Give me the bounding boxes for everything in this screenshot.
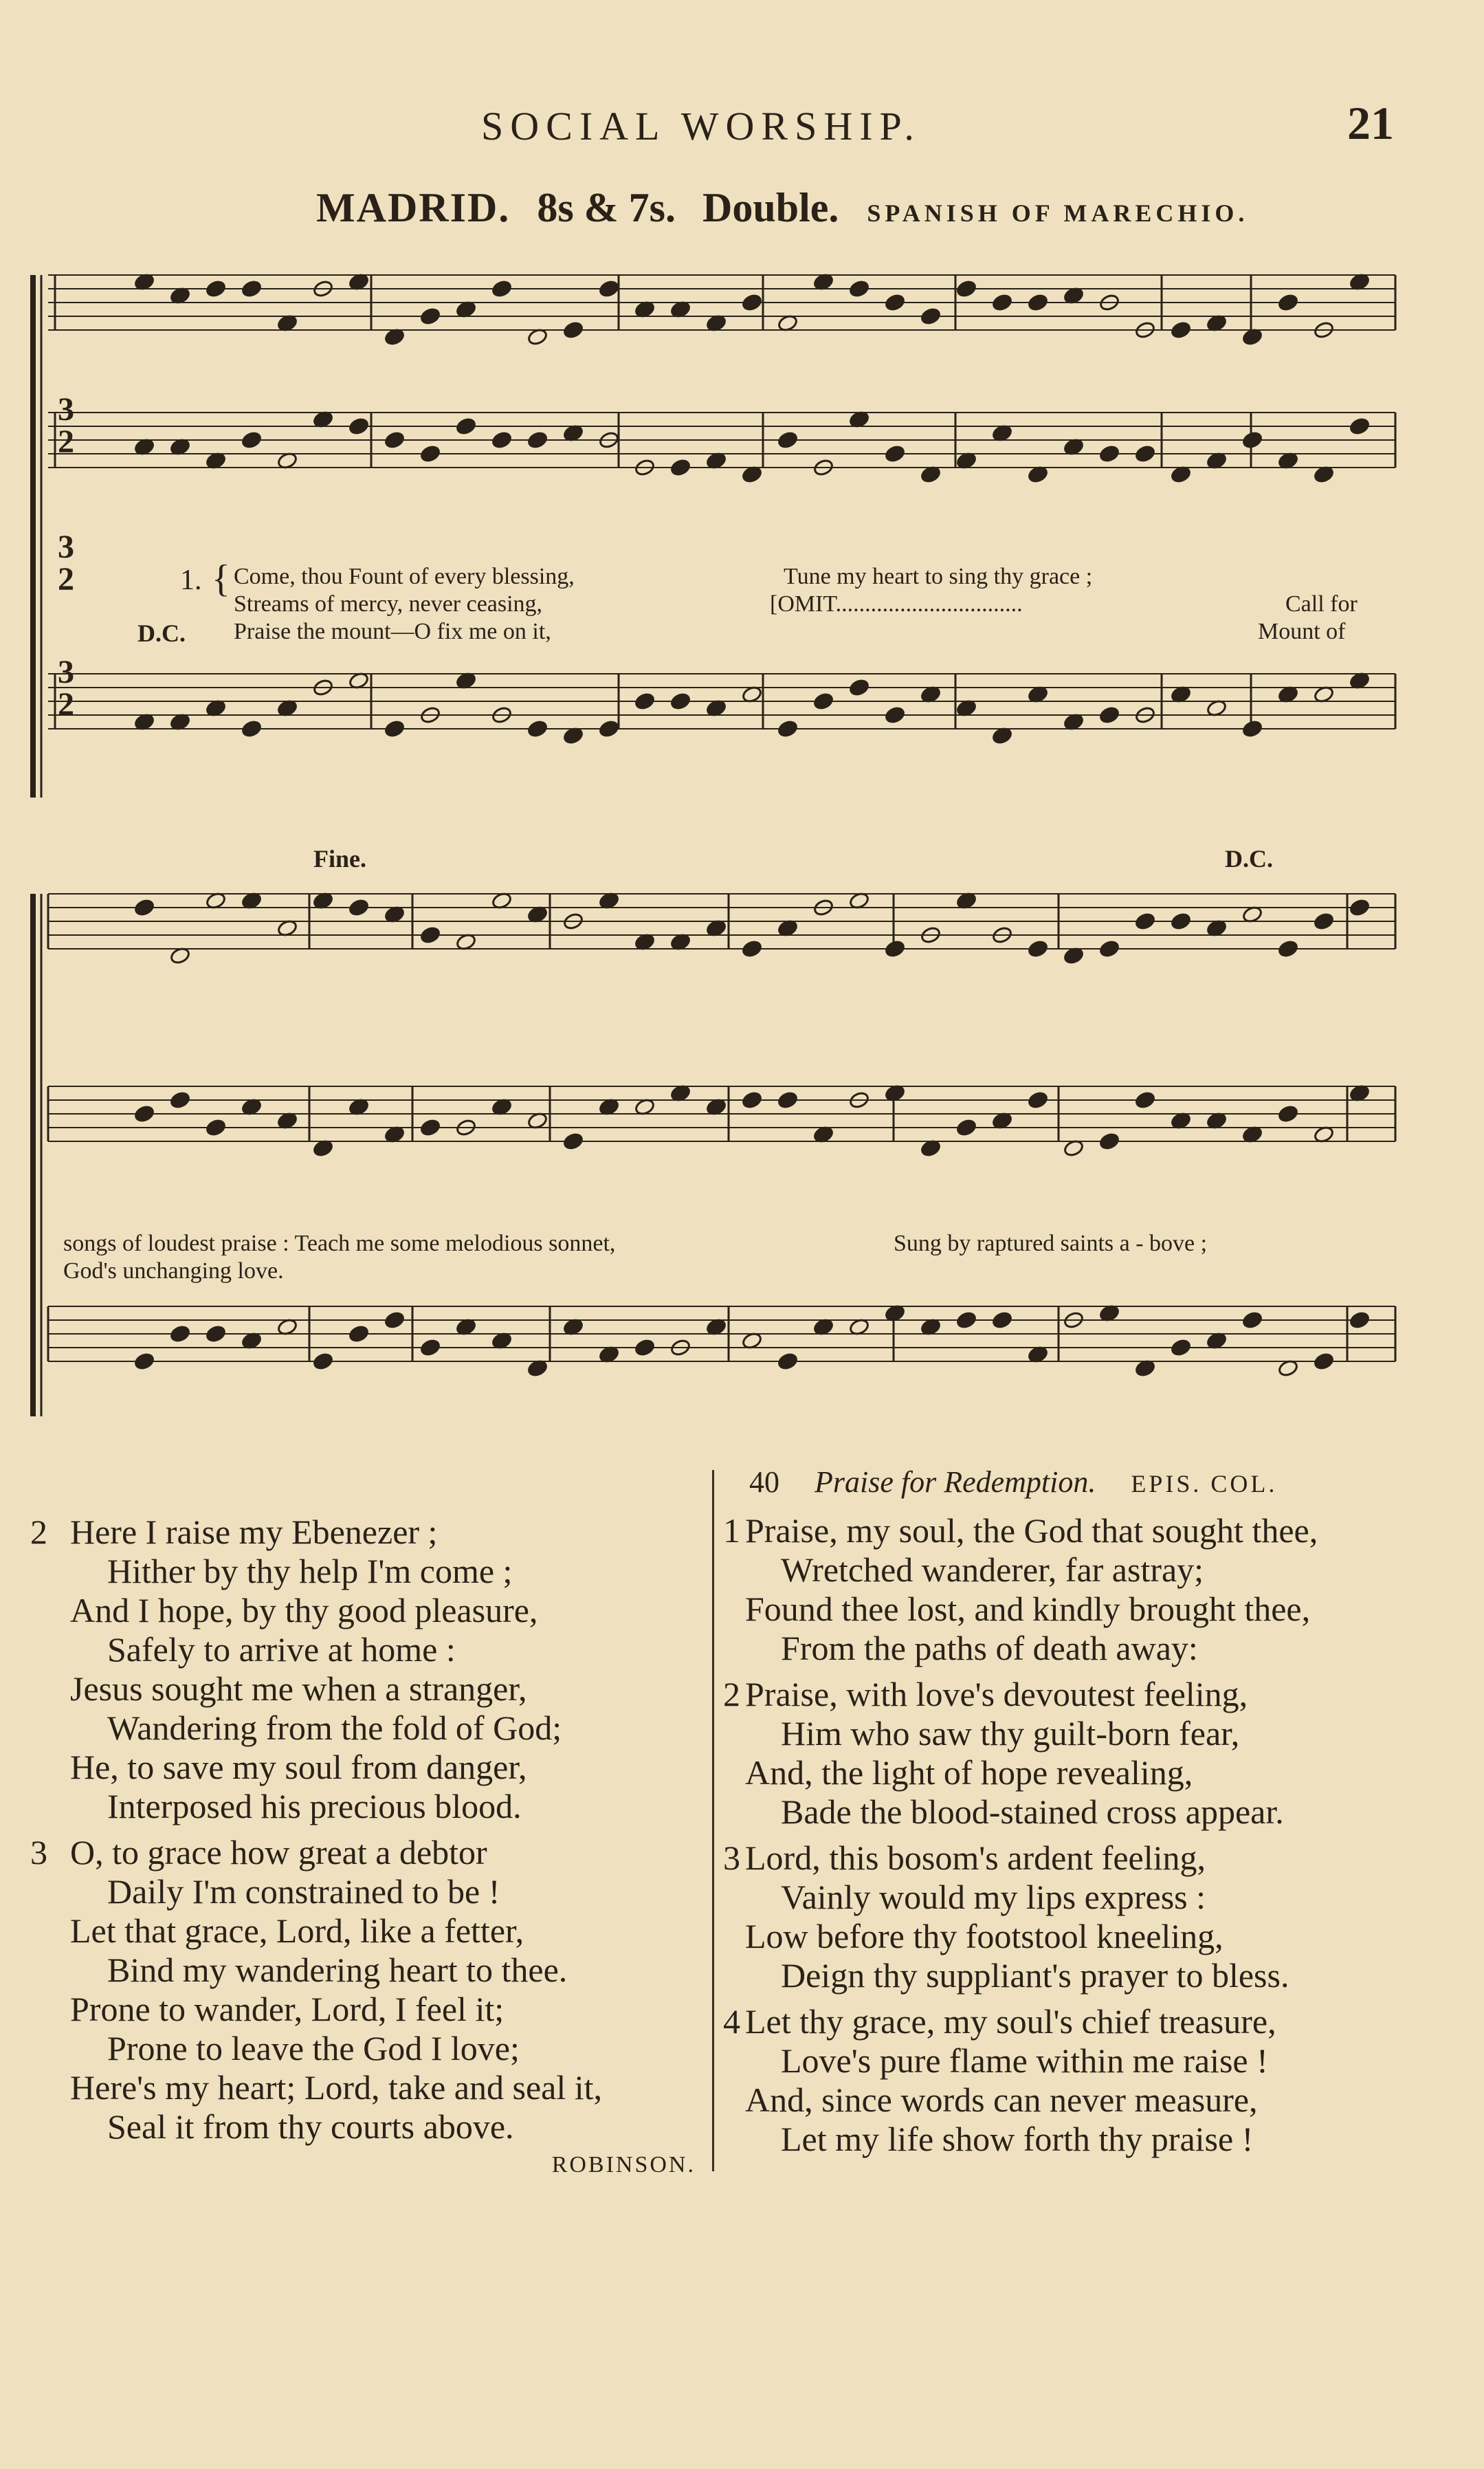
note-head — [1134, 1090, 1155, 1109]
stanza-r3 — [723, 1839, 1318, 1995]
verse-number: 1. — [180, 564, 202, 596]
note-head — [455, 417, 476, 435]
hymn-line: Vainly would my lips express : — [781, 1878, 1206, 1916]
note-head — [562, 320, 584, 339]
tune-source: SPANISH OF MARECHIO. — [867, 199, 1249, 227]
hymn-left — [30, 1513, 696, 2184]
note-head — [955, 1310, 977, 1329]
hymn-line: Found thee lost, and kindly brought thee, — [745, 1590, 1311, 1628]
stanza-number: 4 — [723, 2002, 740, 2041]
hymn-line: Bind my wandering heart to thee. — [107, 1951, 568, 1989]
note-head — [205, 279, 226, 298]
note-head — [1027, 939, 1048, 958]
note-head — [1349, 898, 1370, 917]
note-head — [741, 939, 762, 958]
note-head — [527, 719, 548, 738]
hymn-line: Seal it from thy courts above. — [107, 2107, 514, 2146]
note-head — [884, 444, 905, 463]
note-head — [848, 279, 870, 298]
note-head — [562, 1132, 584, 1150]
hymn-line: Jesus sought me when a stranger, — [70, 1669, 527, 1708]
stanza-number: 1 — [723, 1511, 740, 1550]
hymn-right — [723, 1511, 1318, 2159]
staff-notation-2 — [27, 880, 1402, 1430]
dc-prefix: D.C. — [137, 619, 186, 647]
hymn-line: Wretched wanderer, far astray; — [781, 1550, 1204, 1589]
fine-label: Fine. — [313, 845, 366, 873]
hymn-line: Love's pure flame within me raise ! — [781, 2041, 1268, 2080]
note-head — [1277, 293, 1298, 311]
note-head — [884, 705, 905, 724]
note-head — [848, 678, 870, 696]
note-head — [812, 692, 834, 710]
note-head — [384, 1310, 405, 1329]
lyric2-line-1b: Sung by raptured saints a - bove ; — [894, 1231, 1208, 1256]
note-head — [1134, 444, 1155, 463]
note-head — [133, 898, 155, 917]
time-sig-top-3: 3 — [58, 654, 74, 690]
hymn-line: And, the light of hope revealing, — [745, 1753, 1193, 1792]
time-sig-bottom-2: 2 — [58, 561, 74, 597]
note-head — [133, 1352, 155, 1370]
note-head — [419, 307, 441, 325]
note-head — [133, 1104, 155, 1123]
lyric-line-3a: Praise the mount—O fix me on it, — [234, 619, 551, 644]
note-head — [491, 430, 512, 449]
hymn-line: And I hope, by thy good pleasure, — [70, 1591, 538, 1629]
note-head — [169, 1090, 190, 1109]
hymn-40-header — [749, 1464, 1277, 1500]
stanza-3 — [30, 1833, 696, 2147]
note-head — [312, 1352, 333, 1370]
hymn-line: Praise, with love's devoutest feeling, — [745, 1675, 1248, 1713]
note-head — [991, 293, 1012, 311]
note-head — [884, 939, 905, 958]
note-head — [384, 430, 405, 449]
staff-notation-1 — [27, 261, 1402, 798]
lyric-line-1b: Tune my heart to sing thy grace ; — [784, 564, 1093, 589]
stanza-r2 — [723, 1675, 1318, 1832]
author-credit: ROBINSON. — [551, 2152, 696, 2177]
stanza-number: 2 — [30, 1513, 47, 1551]
note-head — [1027, 293, 1048, 311]
hymn-line: O, to grace how great a debtor — [70, 1833, 487, 1872]
hymn-line: From the paths of death away: — [781, 1629, 1198, 1667]
page-number: 21 — [1347, 97, 1394, 149]
note-head — [1098, 939, 1120, 958]
note-head — [598, 719, 619, 738]
hymn-line: He, to save my soul from danger, — [70, 1748, 527, 1786]
note-head — [1170, 320, 1191, 339]
lyric-line-1a: Come, thou Fount of every blessing, — [234, 564, 575, 589]
lyric-line-2a: Streams of mercy, never ceasing, — [234, 591, 543, 617]
note-head — [1241, 1310, 1263, 1329]
hymn-line: Lord, this bosom's ardent feeling, — [745, 1839, 1206, 1877]
lyric-line-2b: Call for — [1285, 591, 1358, 617]
note-head — [419, 1338, 441, 1357]
hymn-line: Here I raise my Ebenezer ; — [70, 1513, 438, 1551]
hymn-line: Him who saw thy guilt-born fear, — [781, 1714, 1240, 1753]
lyric-line-2-omit: [OMIT................................ — [770, 591, 1023, 617]
note-head — [634, 692, 655, 710]
hymn-line: Let my life show forth thy praise ! — [781, 2120, 1254, 2158]
note-head — [669, 692, 691, 710]
note-head — [1170, 912, 1191, 930]
hymn-line: Daily I'm constrained to be ! — [107, 1872, 500, 1911]
tune-heading — [316, 184, 1248, 232]
hymn-line: Let thy grace, my soul's chief treasure, — [745, 2002, 1276, 2041]
hymn-line: Wandering from the fold of God; — [107, 1709, 562, 1747]
hymn-line: And, since words can never measure, — [745, 2081, 1258, 2119]
note-head — [955, 279, 977, 298]
note-head — [884, 293, 905, 311]
stanza-number: 3 — [30, 1833, 47, 1872]
note-head — [384, 719, 405, 738]
lyric2-line-2: God's unchanging love. — [63, 1258, 284, 1284]
hymn-line: Safely to arrive at home : — [107, 1630, 456, 1669]
tune-meter: 8s & 7s. — [537, 185, 676, 230]
column-divider — [712, 1470, 714, 2171]
time-sig-bottom: 2 — [58, 424, 74, 460]
note-head — [1170, 1338, 1191, 1357]
tune-name: MADRID. — [316, 185, 511, 230]
note-head — [920, 307, 941, 325]
note-head — [241, 279, 262, 298]
note-head — [1313, 1352, 1334, 1370]
hymn-line: Interposed his precious blood. — [107, 1787, 522, 1825]
score-system-1 — [27, 261, 1402, 798]
note-head — [777, 1352, 798, 1370]
note-head — [777, 430, 798, 449]
note-head — [1098, 705, 1120, 724]
note-head — [777, 719, 798, 738]
note-head — [1277, 1104, 1298, 1123]
note-head — [205, 1324, 226, 1343]
note-head — [491, 279, 512, 298]
stanza-2 — [30, 1513, 696, 1826]
note-head — [419, 925, 441, 944]
note-head — [419, 444, 441, 463]
note-head — [669, 458, 691, 476]
dc-label: D.C. — [1225, 845, 1273, 873]
note-head — [205, 1118, 226, 1137]
note-head — [741, 293, 762, 311]
note-head — [348, 898, 369, 917]
note-head — [991, 1310, 1012, 1329]
hymn-line: Let that grace, Lord, like a fetter, — [70, 1911, 524, 1950]
note-head — [955, 1118, 977, 1137]
stanza-number: 3 — [723, 1839, 740, 1877]
stanza-r1 — [723, 1511, 1318, 1668]
hymn-line: Here's my heart; Lord, take and seal it, — [70, 2068, 602, 2107]
time-sig-top-2: 3 — [58, 529, 74, 565]
note-head — [1134, 912, 1155, 930]
note-head — [1027, 1090, 1048, 1109]
note-head — [241, 430, 262, 449]
hymn-title: Praise for Redemption. — [815, 1465, 1096, 1499]
note-head — [598, 279, 619, 298]
note-head — [777, 1090, 798, 1109]
note-head — [1349, 1310, 1370, 1329]
hymn-line: Low before thy footstool kneeling, — [745, 1917, 1223, 1955]
note-head — [1313, 912, 1334, 930]
note-head — [1241, 430, 1263, 449]
stanza-r4 — [723, 2002, 1318, 2159]
hymn-line: Prone to leave the God I love; — [107, 2029, 520, 2067]
lyric-line-3b: Mount of — [1258, 619, 1346, 644]
note-head — [1098, 444, 1120, 463]
hymn-line: Praise, my soul, the God that sought thee, — [745, 1511, 1318, 1550]
score-system-2 — [27, 880, 1402, 1430]
note-head — [241, 719, 262, 738]
note-head — [348, 1324, 369, 1343]
brace-glyph: { — [212, 558, 230, 600]
note-head — [634, 1338, 655, 1357]
note-head — [1349, 417, 1370, 435]
note-head — [1098, 1132, 1120, 1150]
note-head — [419, 1118, 441, 1137]
note-head — [741, 1090, 762, 1109]
note-head — [348, 417, 369, 435]
note-head — [1277, 939, 1298, 958]
time-sig-top: 3 — [58, 391, 74, 428]
hymn-line: Prone to wander, Lord, I feel it; — [70, 1990, 505, 2028]
time-sig-bottom-3: 2 — [58, 686, 74, 723]
hymn-line: Deign thy suppliant's prayer to bless. — [781, 1956, 1289, 1995]
tune-modifier: Double. — [702, 185, 839, 230]
note-head — [1241, 719, 1263, 738]
stanza-number: 2 — [723, 1675, 740, 1713]
note-head — [527, 430, 548, 449]
hymn-number: 40 — [749, 1465, 779, 1499]
note-head — [169, 1324, 190, 1343]
hymn-line: Hither by thy help I'm come ; — [107, 1552, 513, 1590]
hymn-meter: EPIS. COL. — [1131, 1470, 1278, 1497]
running-title: SOCIAL WORSHIP. — [481, 104, 921, 149]
hymn-line: Bade the blood-stained cross appear. — [781, 1792, 1284, 1831]
lyric2-line-1: songs of loudest praise : Teach me some melodious sonnet, — [63, 1231, 616, 1256]
